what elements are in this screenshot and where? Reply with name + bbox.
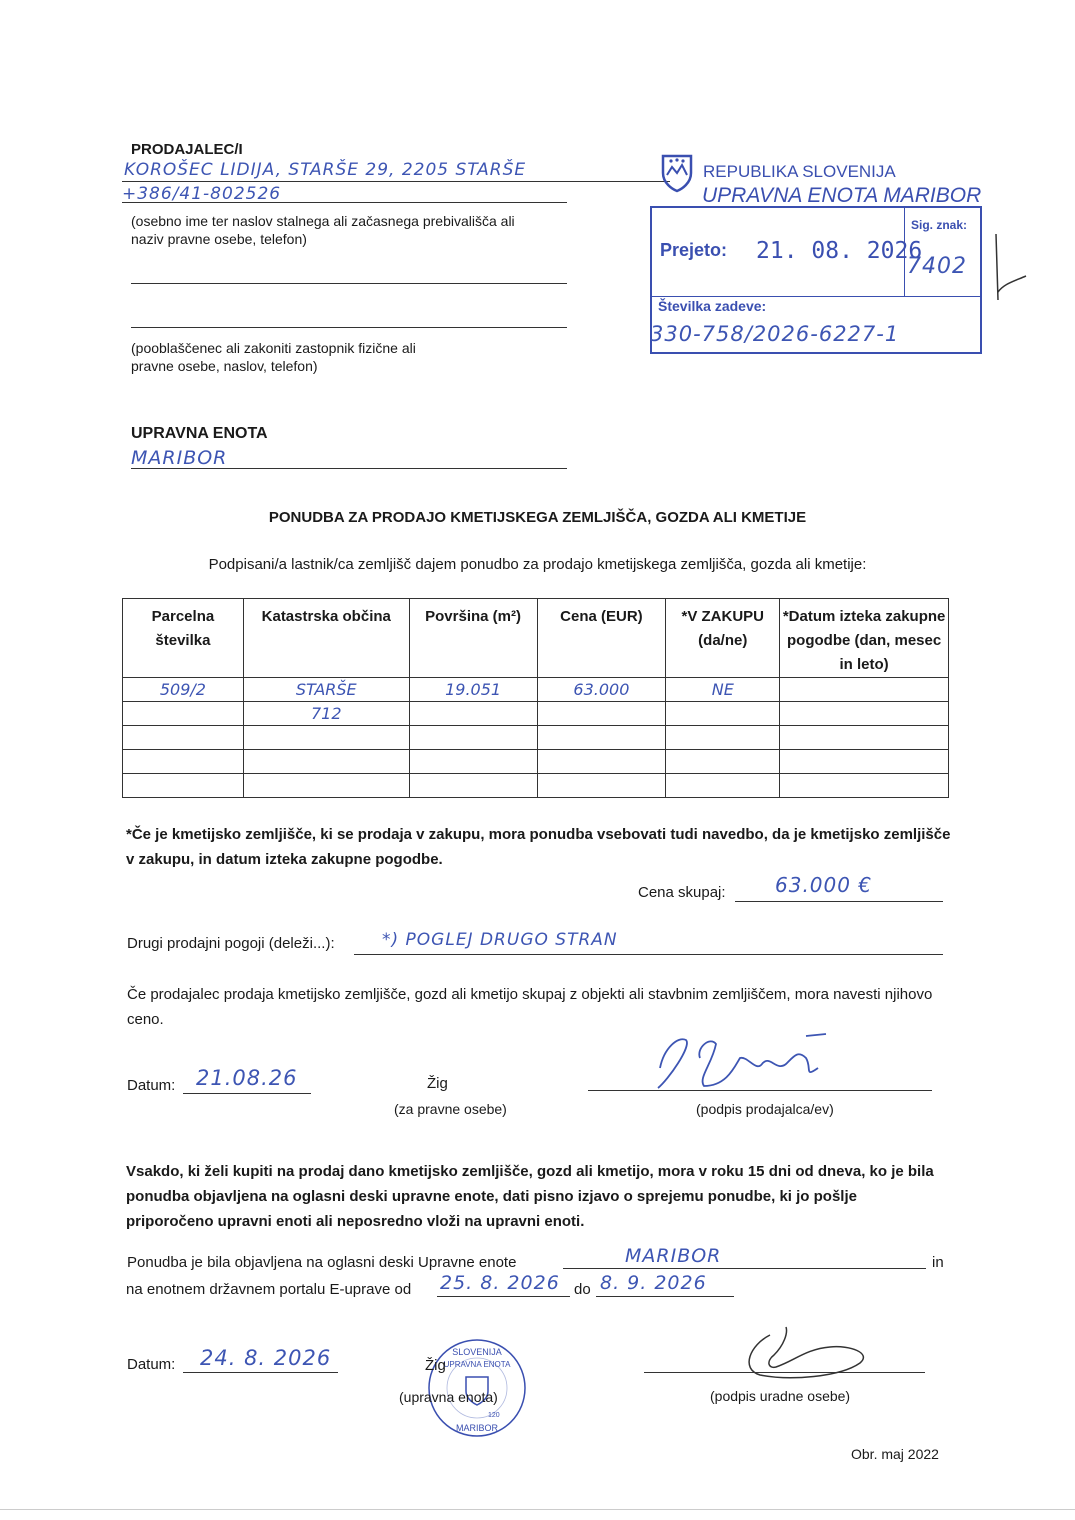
stamp-label-2: Žig (425, 1357, 446, 1374)
cell (537, 726, 666, 750)
cell (123, 750, 244, 774)
svg-text:SLOVENIJA: SLOVENIJA (452, 1347, 502, 1357)
lease-note: *Če je kmetijsko zemljišče, ki se prodaja v zakupu, mora ponudba vsebovati tudi navedbo, da je kmetijsko zemljišče v zakupu, in datum izteka zakupne pogodbe. (126, 826, 951, 868)
admin-unit-heading: UPRAVNA ENOTA (131, 425, 268, 442)
stamp-republic: REPUBLIKA SLOVENIJA (703, 162, 896, 181)
cell (123, 702, 244, 726)
page-title: PONUDBA ZA PRODAJO KMETIJSKEGA ZEMLJIŠČA, GOZDA ALI KMETIJE (268, 509, 807, 526)
seller-heading: PRODAJALEC/I (131, 141, 243, 158)
table-row (123, 702, 949, 726)
seller-blank-line-1 (131, 283, 567, 284)
date-label-2: Datum: (127, 1356, 176, 1373)
receipt-stamp-box (650, 206, 982, 354)
intro-text: Podpisani/a lastnik/ca zemljišč dajem ponudbo za prodajo kmetijskega zemljišča, gozda ali kmetije: (208, 556, 867, 573)
seller-blank-line-2 (131, 327, 567, 328)
cell (666, 750, 780, 774)
cell (666, 774, 780, 798)
seller-name-address: KOROŠEC LIDIJA, STARŠE 29, 2205 STARŠE (124, 160, 527, 180)
seller-phone: +386/41-802526 (122, 184, 282, 204)
col-header-price: Cena (EUR) (537, 599, 666, 678)
date-line-2 (183, 1372, 338, 1373)
total-value: 63.000 € (775, 873, 873, 897)
svg-text:UPRAVNA ENOTA: UPRAVNA ENOTA (443, 1360, 511, 1369)
cell: NE (666, 678, 780, 702)
form-version: Obr. maj 2022 (851, 1446, 939, 1462)
initials-mark (990, 232, 1030, 302)
seller-line-1 (122, 181, 670, 182)
cell (123, 774, 244, 798)
signature-line-2 (644, 1372, 925, 1373)
cell: 19.051 (409, 678, 537, 702)
table-header-row (123, 599, 949, 678)
svg-text:120: 120 (488, 1412, 500, 1419)
cell: 509/2 (123, 678, 244, 702)
objects-note: Če prodajalec prodaja kmetijsko zemljišče, gozd ali kmetijo skupaj z objekti ali stavbnim zemljiščem, mora navesti njihovo ceno. (127, 986, 933, 1028)
stamp-hint-1: (za pravne osebe) (394, 1101, 507, 1117)
cell: STARŠE (243, 678, 409, 702)
cell (123, 726, 244, 750)
signature-hint-2: (podpis uradne osebe) (710, 1388, 851, 1404)
admin-unit-value: MARIBOR (131, 447, 228, 469)
cell (537, 702, 666, 726)
total-label: Cena skupaj: (638, 884, 726, 901)
stamp-label-1: Žig (427, 1075, 448, 1092)
received-label: Prejeto: (660, 240, 728, 260)
cell (243, 750, 409, 774)
cell (243, 726, 409, 750)
date-value-1: 21.08.26 (196, 1066, 298, 1090)
parcel-table (122, 598, 949, 798)
cell (780, 702, 949, 726)
cell (537, 774, 666, 798)
col-header-area: Površina (m²) (409, 599, 537, 678)
official-seal (426, 1337, 528, 1439)
signature-line-1 (588, 1090, 932, 1091)
col-header-parcel: Parcelna številka (123, 599, 244, 678)
publication-in: in (932, 1254, 944, 1271)
date-label-1: Datum: (127, 1077, 176, 1094)
other-label: Drugi prodajni pogoji (deleži...): (127, 935, 335, 952)
sig-label: Sig. znak: (911, 218, 968, 232)
proxy-hint: (pooblaščenec ali zakoniti zastopnik fizične ali pravne osebe, naslov, telefon) (131, 340, 416, 374)
date-value-2: 24. 8. 2026 (200, 1346, 332, 1370)
publication-from: 25. 8. 2026 (440, 1272, 560, 1294)
cell (666, 702, 780, 726)
svg-text:MARIBOR: MARIBOR (455, 1423, 499, 1433)
cell (780, 774, 949, 798)
cell (780, 678, 949, 702)
cell: 712 (243, 702, 409, 726)
col-header-lease: *V ZAKUPU (da/ne) (666, 599, 780, 678)
cell (409, 774, 537, 798)
sig-value: 7402 (907, 254, 967, 279)
case-label: Številka zadeve: (658, 298, 767, 314)
seller-hint: (osebno ime ter naslov stalnega ali začasnega prebivališča ali naziv pravne osebe, telefon) (131, 213, 515, 247)
cell: 63.000 (537, 678, 666, 702)
date-line-1 (183, 1093, 311, 1094)
cell (409, 702, 537, 726)
cell (409, 750, 537, 774)
seller-signature (630, 1028, 850, 1098)
publication-unit-line (563, 1268, 926, 1269)
official-signature (730, 1325, 910, 1385)
coat-of-arms-icon (660, 153, 694, 193)
cell (537, 750, 666, 774)
table-row (123, 750, 949, 774)
publication-to-label: do (574, 1281, 591, 1298)
stamp-unit: UPRAVNA ENOTA MARIBOR (702, 184, 982, 207)
case-value: 330-758/2026-6227-1 (650, 322, 900, 346)
cell (243, 774, 409, 798)
publication-to-line (596, 1296, 734, 1297)
acceptance-notice: Vsakdo, ki želi kupiti na prodaj dano kmetijsko zemljišče, gozd ali kmetijo, mora v roku 15 dni od dneva, ko je bila ponudba objavljena na oglasni deski upravne enote, dati pisno izjavo o sprejemu ponudbe, ki jo pošlje priporočeno upravni enoti ali neposredno vloži na upravni enoti. (126, 1163, 934, 1230)
table-row (123, 678, 949, 702)
cell (780, 750, 949, 774)
publication-to: 8. 9. 2026 (600, 1272, 707, 1294)
publication-unit: MARIBOR (625, 1245, 722, 1267)
table-row (123, 774, 949, 798)
received-date: 21. 08. 2026 (756, 238, 923, 264)
seller-line-2 (122, 202, 567, 203)
cell (409, 726, 537, 750)
col-header-lease-end: *Datum izteka zakupne pogodbe (dan, mesec in leto) (780, 599, 949, 678)
signature-hint-1: (podpis prodajalca/ev) (696, 1101, 834, 1117)
table-row (123, 726, 949, 750)
other-value: *) POGLEJ DRUGO STRAN (382, 930, 618, 950)
other-line (354, 954, 943, 955)
publication-from-line (437, 1296, 570, 1297)
col-header-cadastral: Katastrska občina (243, 599, 409, 678)
cell (666, 726, 780, 750)
stamp-hint-2: (upravna enota) (399, 1389, 498, 1405)
admin-unit-line (131, 468, 567, 469)
cell (780, 726, 949, 750)
publication-portal: na enotnem državnem portalu E-uprave od (126, 1281, 412, 1298)
total-line (735, 901, 943, 902)
publication-prefix: Ponudba je bila objavljena na oglasni deski Upravne enote (127, 1254, 517, 1271)
page-bottom-edge (0, 1509, 1075, 1510)
